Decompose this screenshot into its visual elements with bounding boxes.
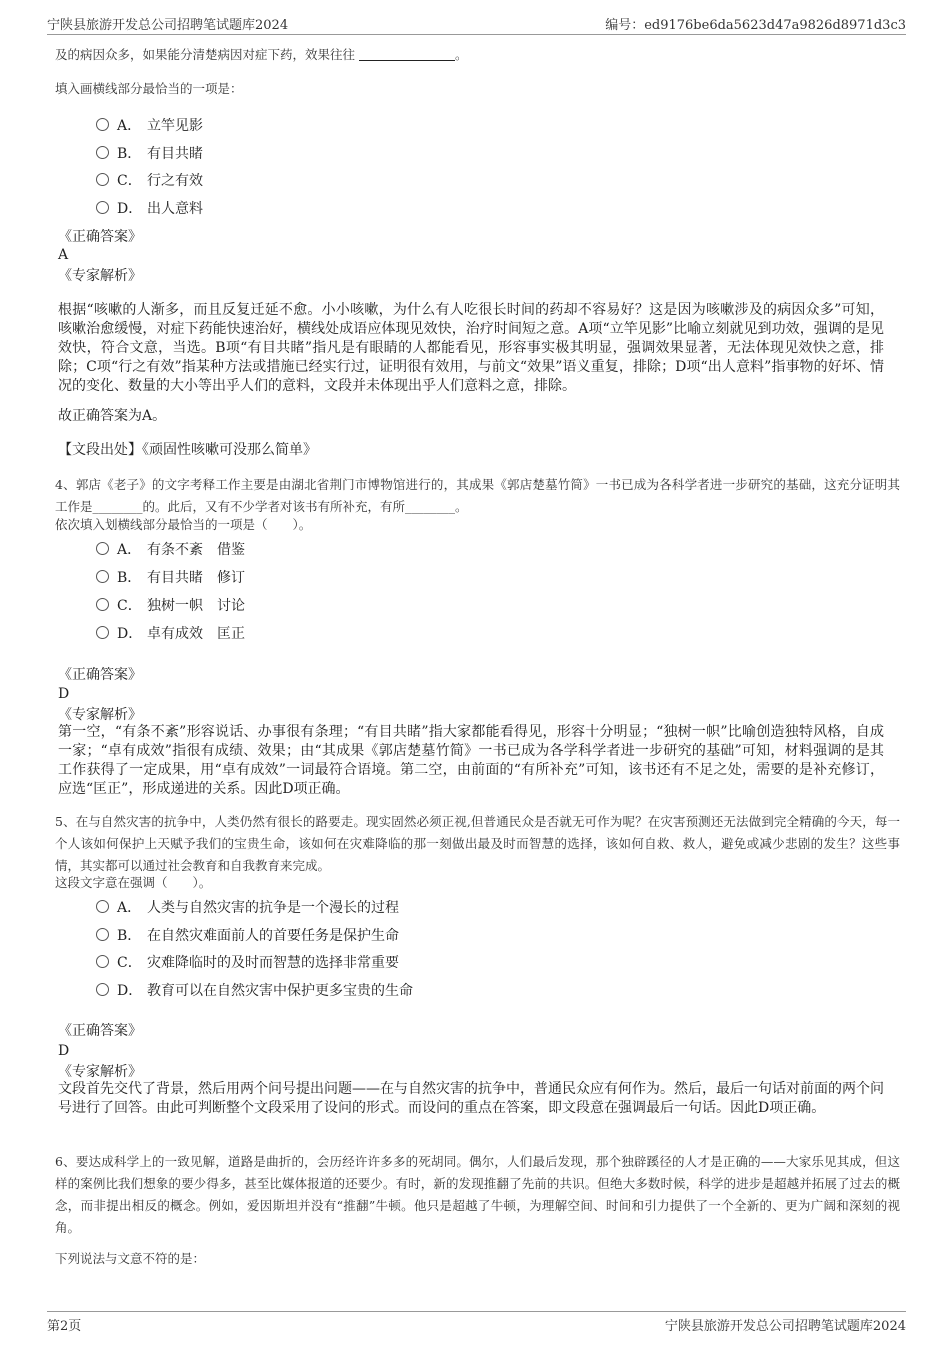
q4-answer: D [58, 686, 70, 702]
q3-option-b[interactable]: B． 有目共睹 [96, 143, 203, 163]
page-number: 第2页 [47, 1319, 82, 1334]
radio-icon[interactable] [96, 598, 109, 611]
q3-instruction: 填入画横线部分最恰当的一项是： [55, 81, 243, 96]
q5-option-b[interactable]: B． 在自然灾难面前人的首要任务是保护生命 [96, 925, 399, 945]
q5-answer-label: 《正确答案》 [58, 1023, 142, 1039]
q4-analysis: 第一空，“有条不紊”形容说话、办事很有条理；“有目共睹”指大家都能看得见，形容十分明显；“独树一帜”比喻创造独特风格，自成一家；“卓有成效”指很有成绩、效果；由“其成果《郭店楚墓竹简》一书已成为各学科学者进一步研究的基础”可知，材料强调的是其工作获得了一定成果，用“卓有成效”一词最符合语境。第二空，由前面的“有所补充”可知，该书还有不足之处，需要的是补充修订，应选“匡正”，形成递进的关系。因此D项正确。 [58, 724, 884, 797]
q6-stem: 6、要达成科学上的一致见解，道路是曲折的，会历经许许多多的死胡同。偶尔，人们最后发现，那个独辟蹊径的人才是正确的——大家乐见其成，但这样的案例比我们想象的要少得多，甚至比媒体报道的还要少。有时，新的发现推翻了先前的共识。但绝大多数时候，科学的进步是超越并拓展了过去的概念，而非提出相反的概念。例如，爱因斯坦并没有“推翻”牛顿。他只是超越了牛顿，为理解空间、时间和引力提供了一个全新的、更为广阔和深刻的视角。 [55, 1154, 900, 1235]
page-header [47, 14, 906, 35]
q4-answer-label: 《正确答案》 [58, 667, 142, 683]
q5-stem: 5、在与自然灾害的抗争中，人类仍然有很长的路要走。现实固然必须正视,但普通民众是否就无可作为呢？在灾害预测还无法做到完全精确的今天，每一个人该如何保护上天赋予我们的宝贵生命，该如何在灾难降临的那一刻做出最及时而智慧的选择，该如何自救、救人，避免或减少悲剧的发生？这些事情，其实都可以通过社会教育和自我教育来完成。 [55, 814, 900, 873]
q5-option-c[interactable]: C． 灾难降临时的及时而智慧的选择非常重要 [96, 952, 399, 972]
radio-icon[interactable] [96, 900, 109, 913]
q4-option-a[interactable]: A． 有条不紊 借鉴 [96, 539, 245, 559]
radio-icon[interactable] [96, 201, 109, 214]
q3-option-c[interactable]: C． 行之有效 [96, 170, 203, 190]
radio-icon[interactable] [96, 570, 109, 583]
q3-stem-tail: 及的病因众多，如果能分清楚病因对症下药，效果往往 。 [55, 47, 468, 62]
q4-option-b[interactable]: B． 有目共睹 修订 [96, 567, 245, 587]
q4-instruction: 依次填入划横线部分最恰当的一项是（ ）。 [55, 517, 312, 532]
radio-icon[interactable] [96, 626, 109, 639]
q5-option-a[interactable]: A． 人类与自然灾害的抗争是一个漫长的过程 [96, 897, 399, 917]
q4-option-c[interactable]: C． 独树一帜 讨论 [96, 595, 245, 615]
radio-icon[interactable] [96, 955, 109, 968]
document-id: 编号：ed9176be6da5623d47a9826d8971d3c3 [605, 18, 906, 33]
q5-instruction: 这段文字意在强调（ ）。 [55, 875, 212, 890]
q6-instruction: 下列说法与文意不符的是： [55, 1251, 206, 1266]
q3-option-d[interactable]: D． 出人意料 [96, 198, 203, 218]
radio-icon[interactable] [96, 983, 109, 996]
q3-analysis: 根据“咳嗽的人渐多，而且反复迁延不愈。小小咳嗽，为什么有人吃很长时间的药却不容易好？这是因为咳嗽涉及的病因众多”可知，咳嗽治愈缓慢，对症下药能快速治好，横线处成语应体现见效快，治疗时间短之意。A项“立竿见影”比喻立刻就见到功效，强调的是见效快，符合文意，当选。B项“有目共睹”指凡是有眼睛的人都能看见，形容事实极其明显，强调效果显著，无法体现见效快之意，排除；C项“行之有效”指某种方法或措施已经实行过，证明很有效用，与前文“效果”语义重复，排除；D项“出人意料”指事物的好坏、情况的变化、数量的大小等出乎人们的意料，文段并未体现出乎人们意料之意，排除。 [58, 302, 884, 394]
q3-source: 【文段出处】《顽固性咳嗽可没那么简单》 [58, 442, 317, 458]
q5-option-d[interactable]: D． 教育可以在自然灾害中保护更多宝贵的生命 [96, 980, 413, 1000]
q4-stem: 4、郭店《老子》的文字考释工作主要是由湖北省荆门市博物馆进行的，其成果《郭店楚墓竹简》一书已成为各科学者进一步研究的基础，这充分证明其工作是________的。此后，又有不少学者对该书有所补充，有所________。 [55, 477, 900, 514]
q3-answer-label: 《正确答案》 [58, 229, 142, 245]
footer-title: 宁陕县旅游开发总公司招聘笔试题库2024 [664, 1319, 906, 1334]
q5-answer: D [58, 1043, 70, 1059]
q3-option-a[interactable]: A． 立竿见影 [96, 115, 203, 135]
answer-blank [359, 48, 455, 61]
header-title: 宁陕县旅游开发总公司招聘笔试题库2024 [47, 18, 289, 33]
radio-icon[interactable] [96, 928, 109, 941]
radio-icon[interactable] [96, 118, 109, 131]
q3-answer: A [58, 247, 69, 263]
q3-conclusion: 故正确答案为A。 [58, 408, 167, 424]
radio-icon[interactable] [96, 146, 109, 159]
q5-analysis-label: 《专家解析》 [58, 1064, 142, 1080]
page-footer [47, 1311, 906, 1334]
q3-analysis-label: 《专家解析》 [58, 268, 142, 284]
radio-icon[interactable] [96, 173, 109, 186]
q4-option-d[interactable]: D． 卓有成效 匡正 [96, 623, 245, 643]
radio-icon[interactable] [96, 542, 109, 555]
q5-analysis: 文段首先交代了背景，然后用两个问号提出问题——在与自然灾害的抗争中，普通民众应有何作为。然后，最后一句话对前面的两个问号进行了回答。由此可判断整个文段采用了设问的形式。而设问的重点在答案，即文段意在强调最后一句话。因此D项正确。 [58, 1081, 884, 1116]
q4-analysis-label: 《专家解析》 [58, 707, 142, 723]
